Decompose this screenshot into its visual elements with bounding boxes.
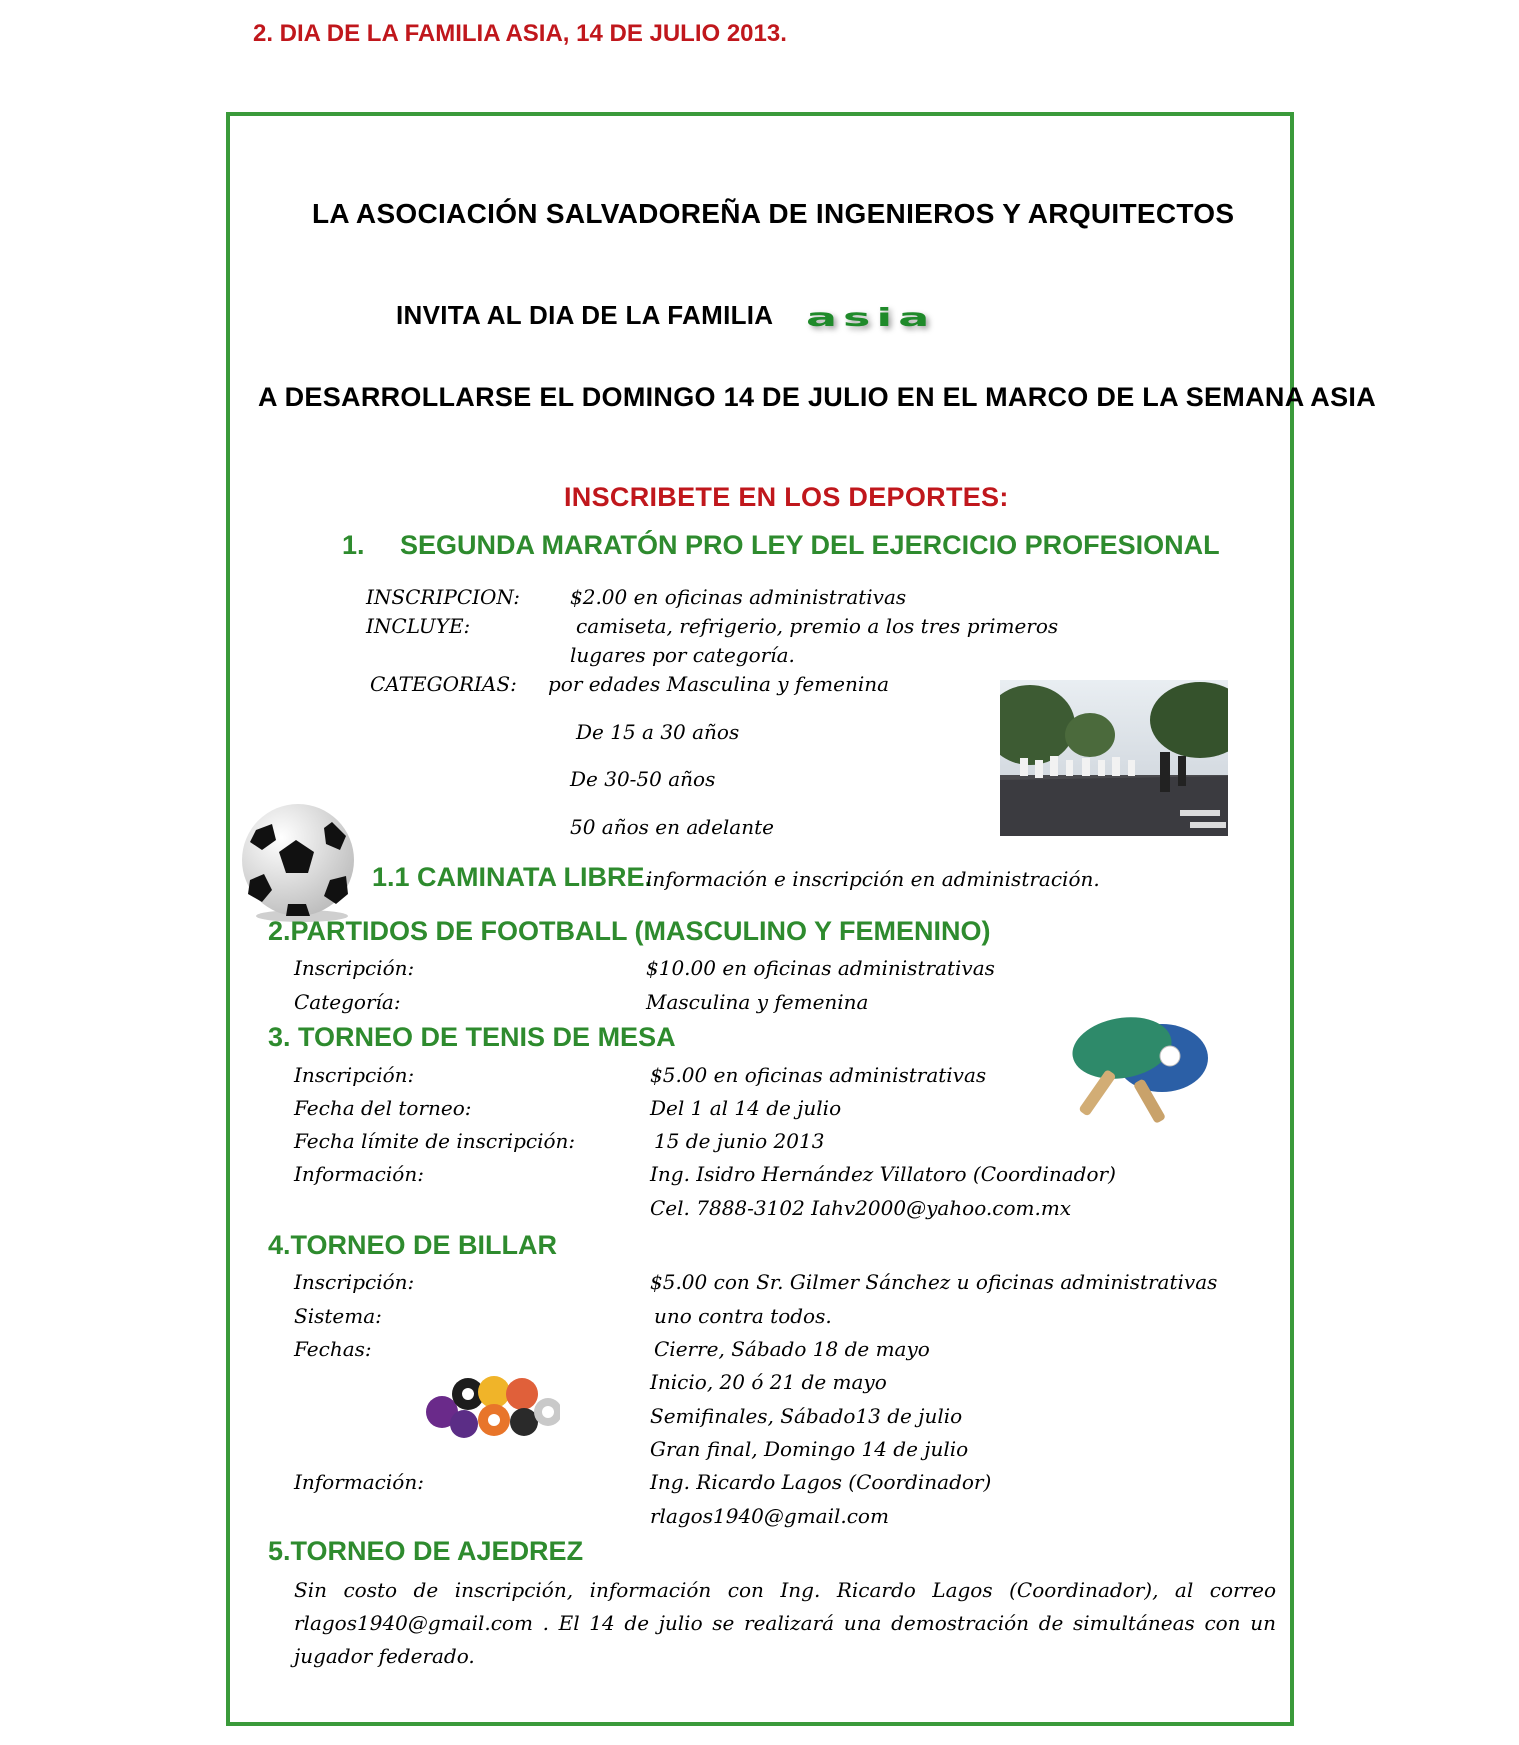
ping-pong-paddles-icon bbox=[1062, 1012, 1212, 1126]
s4-label-2: Sistema: bbox=[294, 1304, 382, 1328]
s3-label-4: Información: bbox=[294, 1162, 424, 1186]
asia-logo: asia bbox=[806, 302, 936, 332]
s2-label-1: Inscripción: bbox=[294, 956, 415, 980]
page-heading: 2. DIA DE LA FAMILIA ASIA, 14 DE JULIO 2013. bbox=[253, 20, 787, 47]
s4-value-4: Inicio, 20 ó 21 de mayo bbox=[650, 1370, 887, 1394]
s4-value-6: Gran final, Domingo 14 de julio bbox=[650, 1437, 969, 1461]
s3-value-2: Del 1 al 14 de julio bbox=[650, 1096, 842, 1120]
section-5-title: 5.TORNEO DE AJEDREZ bbox=[268, 1536, 584, 1566]
s1-inscr-label: INSCRIPCION: bbox=[366, 585, 520, 609]
s3-value-5: Cel. 7888-3102 Iahv2000@yahoo.com.mx bbox=[650, 1196, 1072, 1220]
s3-value-3: 15 de junio 2013 bbox=[654, 1129, 825, 1153]
section-1-1-desc: información e inscripción en administración. bbox=[646, 867, 1100, 891]
section-1-number: 1. bbox=[342, 530, 365, 560]
s4-value-1: $5.00 con Sr. Gilmer Sánchez u oficinas administrativas bbox=[650, 1270, 1218, 1294]
s4-value-3: Cierre, Sábado 18 de mayo bbox=[654, 1337, 930, 1361]
s4-label-4: Información: bbox=[294, 1470, 424, 1494]
marathon-photo bbox=[1000, 680, 1228, 836]
s3-value-4: Ing. Isidro Hernández Villatoro (Coordinador) bbox=[650, 1162, 1116, 1186]
subscribe-heading: INSCRIBETE EN LOS DEPORTES: bbox=[564, 482, 1009, 512]
s3-label-2: Fecha del torneo: bbox=[294, 1096, 472, 1120]
s1-incl-label: INCLUYE: bbox=[366, 614, 471, 638]
soccer-ball-icon bbox=[236, 800, 360, 924]
s1-incl-value-2: lugares por categoría. bbox=[570, 643, 795, 667]
s4-label-1: Inscripción: bbox=[294, 1270, 415, 1294]
s4-label-3: Fechas: bbox=[294, 1337, 372, 1361]
s1-incl-value-1: camiseta, refrigerio, premio a los tres primeros bbox=[576, 614, 1059, 638]
s3-label-1: Inscripción: bbox=[294, 1063, 415, 1087]
s1-cat-value: por edades Masculina y femenina bbox=[548, 672, 890, 696]
org-title: LA ASOCIACIÓN SALVADOREÑA DE INGENIEROS Y ARQUITECTOS bbox=[312, 198, 1235, 229]
s3-label-3: Fecha límite de inscripción: bbox=[294, 1129, 576, 1153]
section-3-title: 3. TORNEO DE TENIS DE MESA bbox=[268, 1022, 676, 1052]
section-2-title: 2.PARTIDOS DE FOOTBALL (MASCULINO Y FEMENINO) bbox=[268, 916, 991, 946]
billiard-balls-icon bbox=[424, 1372, 560, 1438]
section-5-body: Sin costo de inscripción, información con Ing. Ricardo Lagos (Coordinador), al correo rlagos1940@gmail.com . El 14 de julio se realizará una demostración de simultáneas con un jugador federado. bbox=[294, 1578, 1276, 1668]
invite-line: INVITA AL DIA DE LA FAMILIA bbox=[396, 300, 774, 330]
s1-cat-label: CATEGORIAS: bbox=[370, 672, 517, 696]
s4-value-5: Semifinales, Sábado13 de julio bbox=[650, 1404, 963, 1428]
s3-value-1: $5.00 en oficinas administrativas bbox=[650, 1063, 987, 1087]
s1-age-2: De 30-50 años bbox=[570, 767, 716, 791]
s2-label-2: Categoría: bbox=[294, 990, 401, 1014]
s1-inscr-value: $2.00 en oficinas administrativas bbox=[570, 585, 907, 609]
s4-value-7: Ing. Ricardo Lagos (Coordinador) bbox=[650, 1470, 992, 1494]
s4-value-8: rlagos1940@gmail.com bbox=[650, 1504, 889, 1528]
section-1-1-title: 1.1 CAMINATA LIBRE. bbox=[372, 862, 653, 892]
s2-value-2: Masculina y femenina bbox=[646, 990, 869, 1014]
s1-age-1: De 15 a 30 años bbox=[576, 720, 740, 744]
date-line: A DESARROLLARSE EL DOMINGO 14 DE JULIO EN EL MARCO DE LA SEMANA ASIA bbox=[258, 382, 1376, 412]
s1-age-3: 50 años en adelante bbox=[570, 815, 774, 839]
section-1-title: SEGUNDA MARATÓN PRO LEY DEL EJERCICIO PROFESIONAL bbox=[400, 530, 1220, 560]
section-4-title: 4.TORNEO DE BILLAR bbox=[268, 1230, 558, 1260]
s4-value-2: uno contra todos. bbox=[654, 1304, 832, 1328]
s2-value-1: $10.00 en oficinas administrativas bbox=[646, 956, 995, 980]
